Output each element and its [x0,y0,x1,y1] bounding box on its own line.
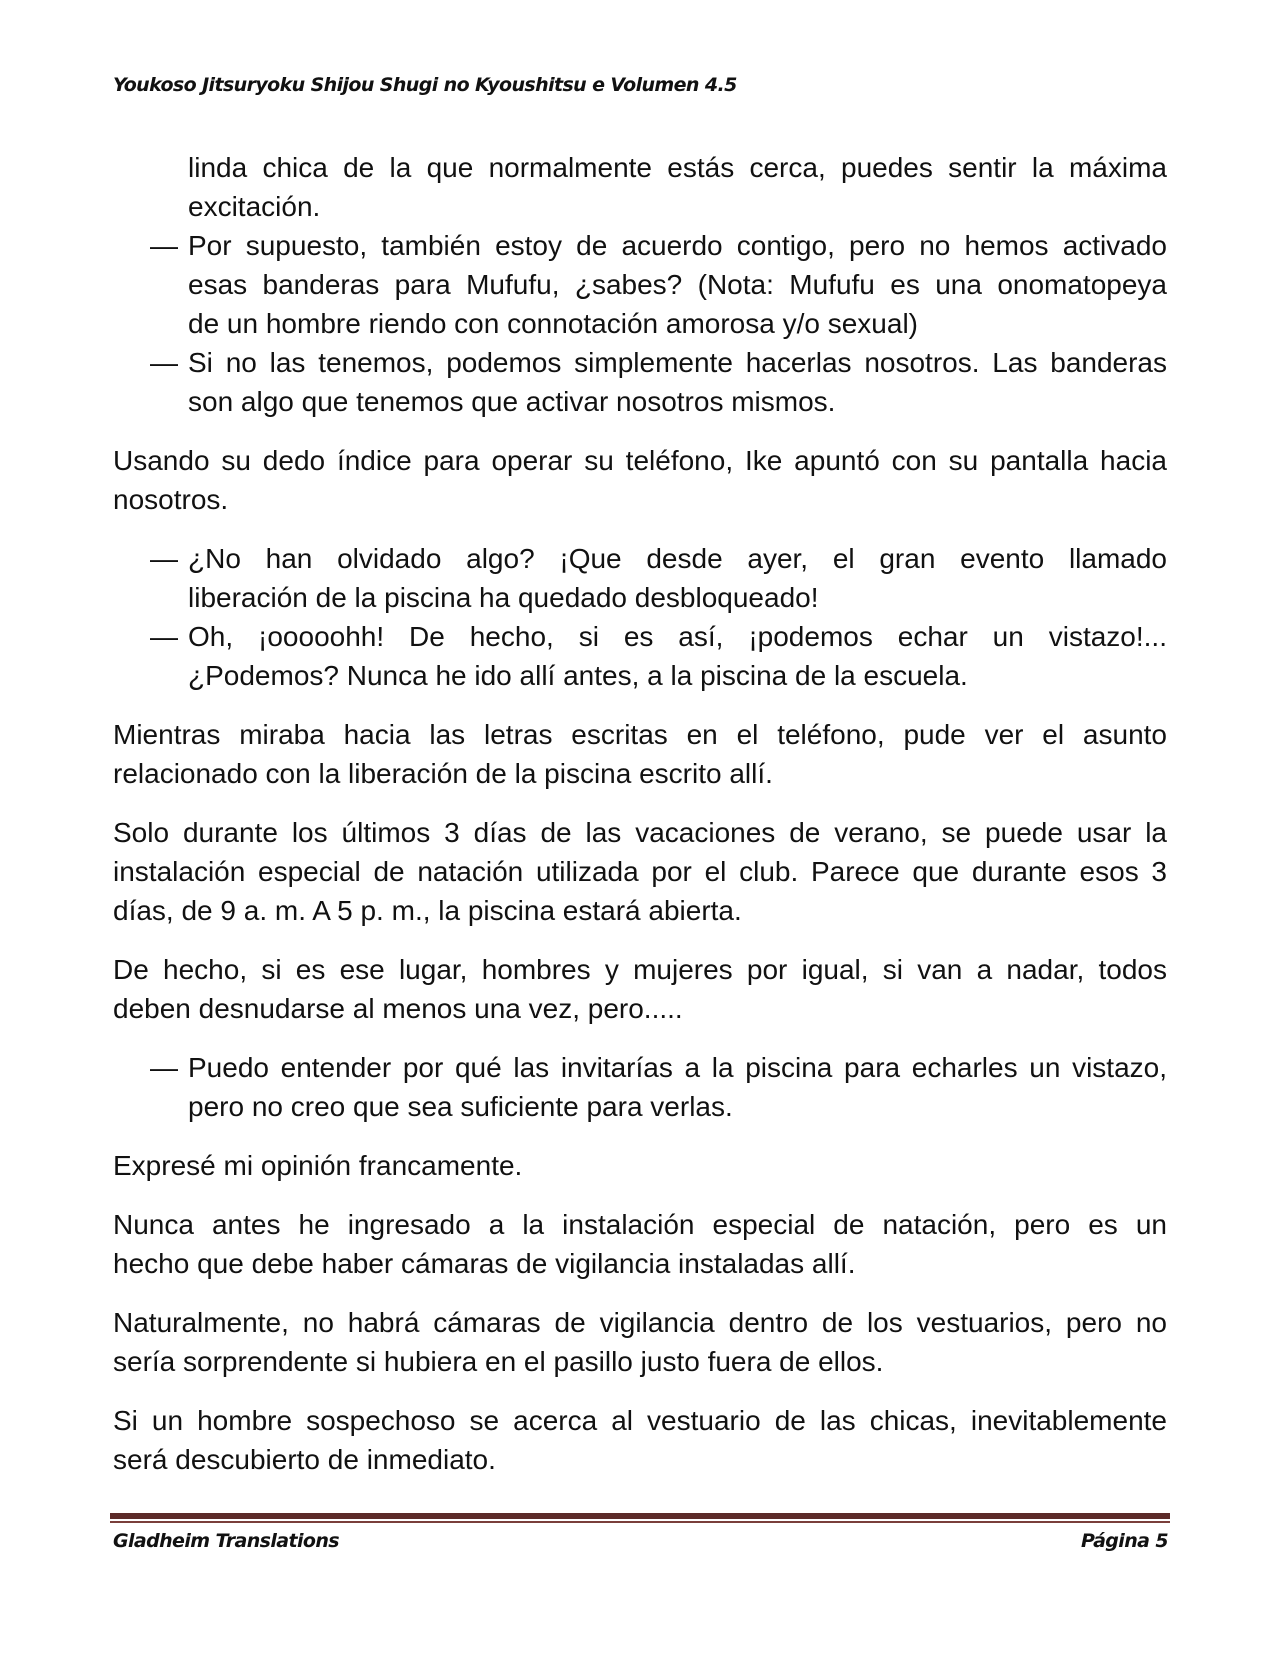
text-line: Si no las tenemos, podemos simplemente hacerlas nosotros. Las banderas [188,347,1167,378]
dialogue-group [113,148,1167,421]
text-line: Nunca antes he ingresado a la instalación especial de natación, pero es un [113,1209,1167,1240]
paragraph [113,1205,1167,1283]
dialogue-line [113,1048,1167,1126]
paragraph [113,950,1167,1028]
footer-rule-thin [110,1521,1170,1523]
text-line: deben desnudarse al menos una vez, pero..... [113,993,683,1024]
dialogue-dash: — [150,543,178,574]
text-line: Solo durante los últimos 3 días de las vacaciones de verano, se puede usar la [113,817,1167,848]
text-line: son algo que tenemos que activar nosotros mismos. [188,386,836,417]
page-number: Página 5 [1080,1530,1168,1552]
text-line: linda chica de la que normalmente estás cerca, puedes sentir la máxima [188,152,1167,183]
text-line: De hecho, si es ese lugar, hombres y mujeres por igual, si van a nadar, todos [113,954,1167,985]
paragraph [113,1146,1167,1185]
text-line: nosotros. [113,484,229,515]
paragraph [113,1401,1167,1479]
paragraph [113,715,1167,793]
running-header: Youkoso Jitsuryoku Shijou Shugi no Kyoushitsu e Volumen 4.5 [113,74,737,96]
dialogue-dash: — [150,1052,178,1083]
body-text [113,148,1167,1499]
dialogue-group [113,1048,1167,1126]
text-line: sería sorprendente si hubiera en el pasillo justo fuera de ellos. [113,1346,884,1377]
dialogue-line [113,343,1167,421]
dialogue-line [113,148,1167,226]
paragraph [113,441,1167,519]
text-line: ¿Podemos? Nunca he ido allí antes, a la piscina de la escuela. [188,660,968,691]
text-line: excitación. [188,191,321,222]
dialogue-line [113,539,1167,617]
dialogue-group [113,539,1167,695]
text-line: será descubierto de inmediato. [113,1444,496,1475]
text-line: días, de 9 a. m. A 5 p. m., la piscina estará abierta. [113,895,742,926]
dialogue-dash: — [150,621,178,652]
dialogue-dash: — [150,230,178,261]
footer-rule [110,1513,1170,1519]
text-line: ¿No han olvidado algo? ¡Que desde ayer, el gran evento llamado [188,543,1167,574]
text-line: esas banderas para Mufufu, ¿sabes? (Nota: Mufufu es una onomatopeya [188,269,1167,300]
text-line: hecho que debe haber cámaras de vigilancia instaladas allí. [113,1248,856,1279]
text-line: pero no creo que sea suficiente para verlas. [188,1091,733,1122]
text-line: Usando su dedo índice para operar su teléfono, Ike apuntó con su pantalla hacia [113,445,1167,476]
footer-publisher: Gladheim Translations [113,1530,339,1552]
dialogue-line [113,617,1167,695]
paragraph [113,1303,1167,1381]
text-line: Puedo entender por qué las invitarías a la piscina para echarles un vistazo, [188,1052,1167,1083]
text-line: Por supuesto, también estoy de acuerdo contigo, pero no hemos activado [188,230,1167,261]
text-line: de un hombre riendo con connotación amorosa y/o sexual) [188,308,918,339]
dialogue-line [113,226,1167,343]
dialogue-dash: — [150,347,178,378]
text-line: instalación especial de natación utilizada por el club. Parece que durante esos 3 [113,856,1167,887]
text-line: Mientras miraba hacia las letras escritas en el teléfono, pude ver el asunto [113,719,1167,750]
text-line: Expresé mi opinión francamente. [113,1150,523,1181]
text-line: Oh, ¡ooooohh! De hecho, si es así, ¡podemos echar un vistazo!... [188,621,1167,652]
text-line: relacionado con la liberación de la piscina escrito allí. [113,758,773,789]
text-line: Naturalmente, no habrá cámaras de vigilancia dentro de los vestuarios, pero no [113,1307,1167,1338]
text-line: liberación de la piscina ha quedado desbloqueado! [188,582,819,613]
text-line: Si un hombre sospechoso se acerca al vestuario de las chicas, inevitablemente [113,1405,1167,1436]
paragraph [113,813,1167,930]
